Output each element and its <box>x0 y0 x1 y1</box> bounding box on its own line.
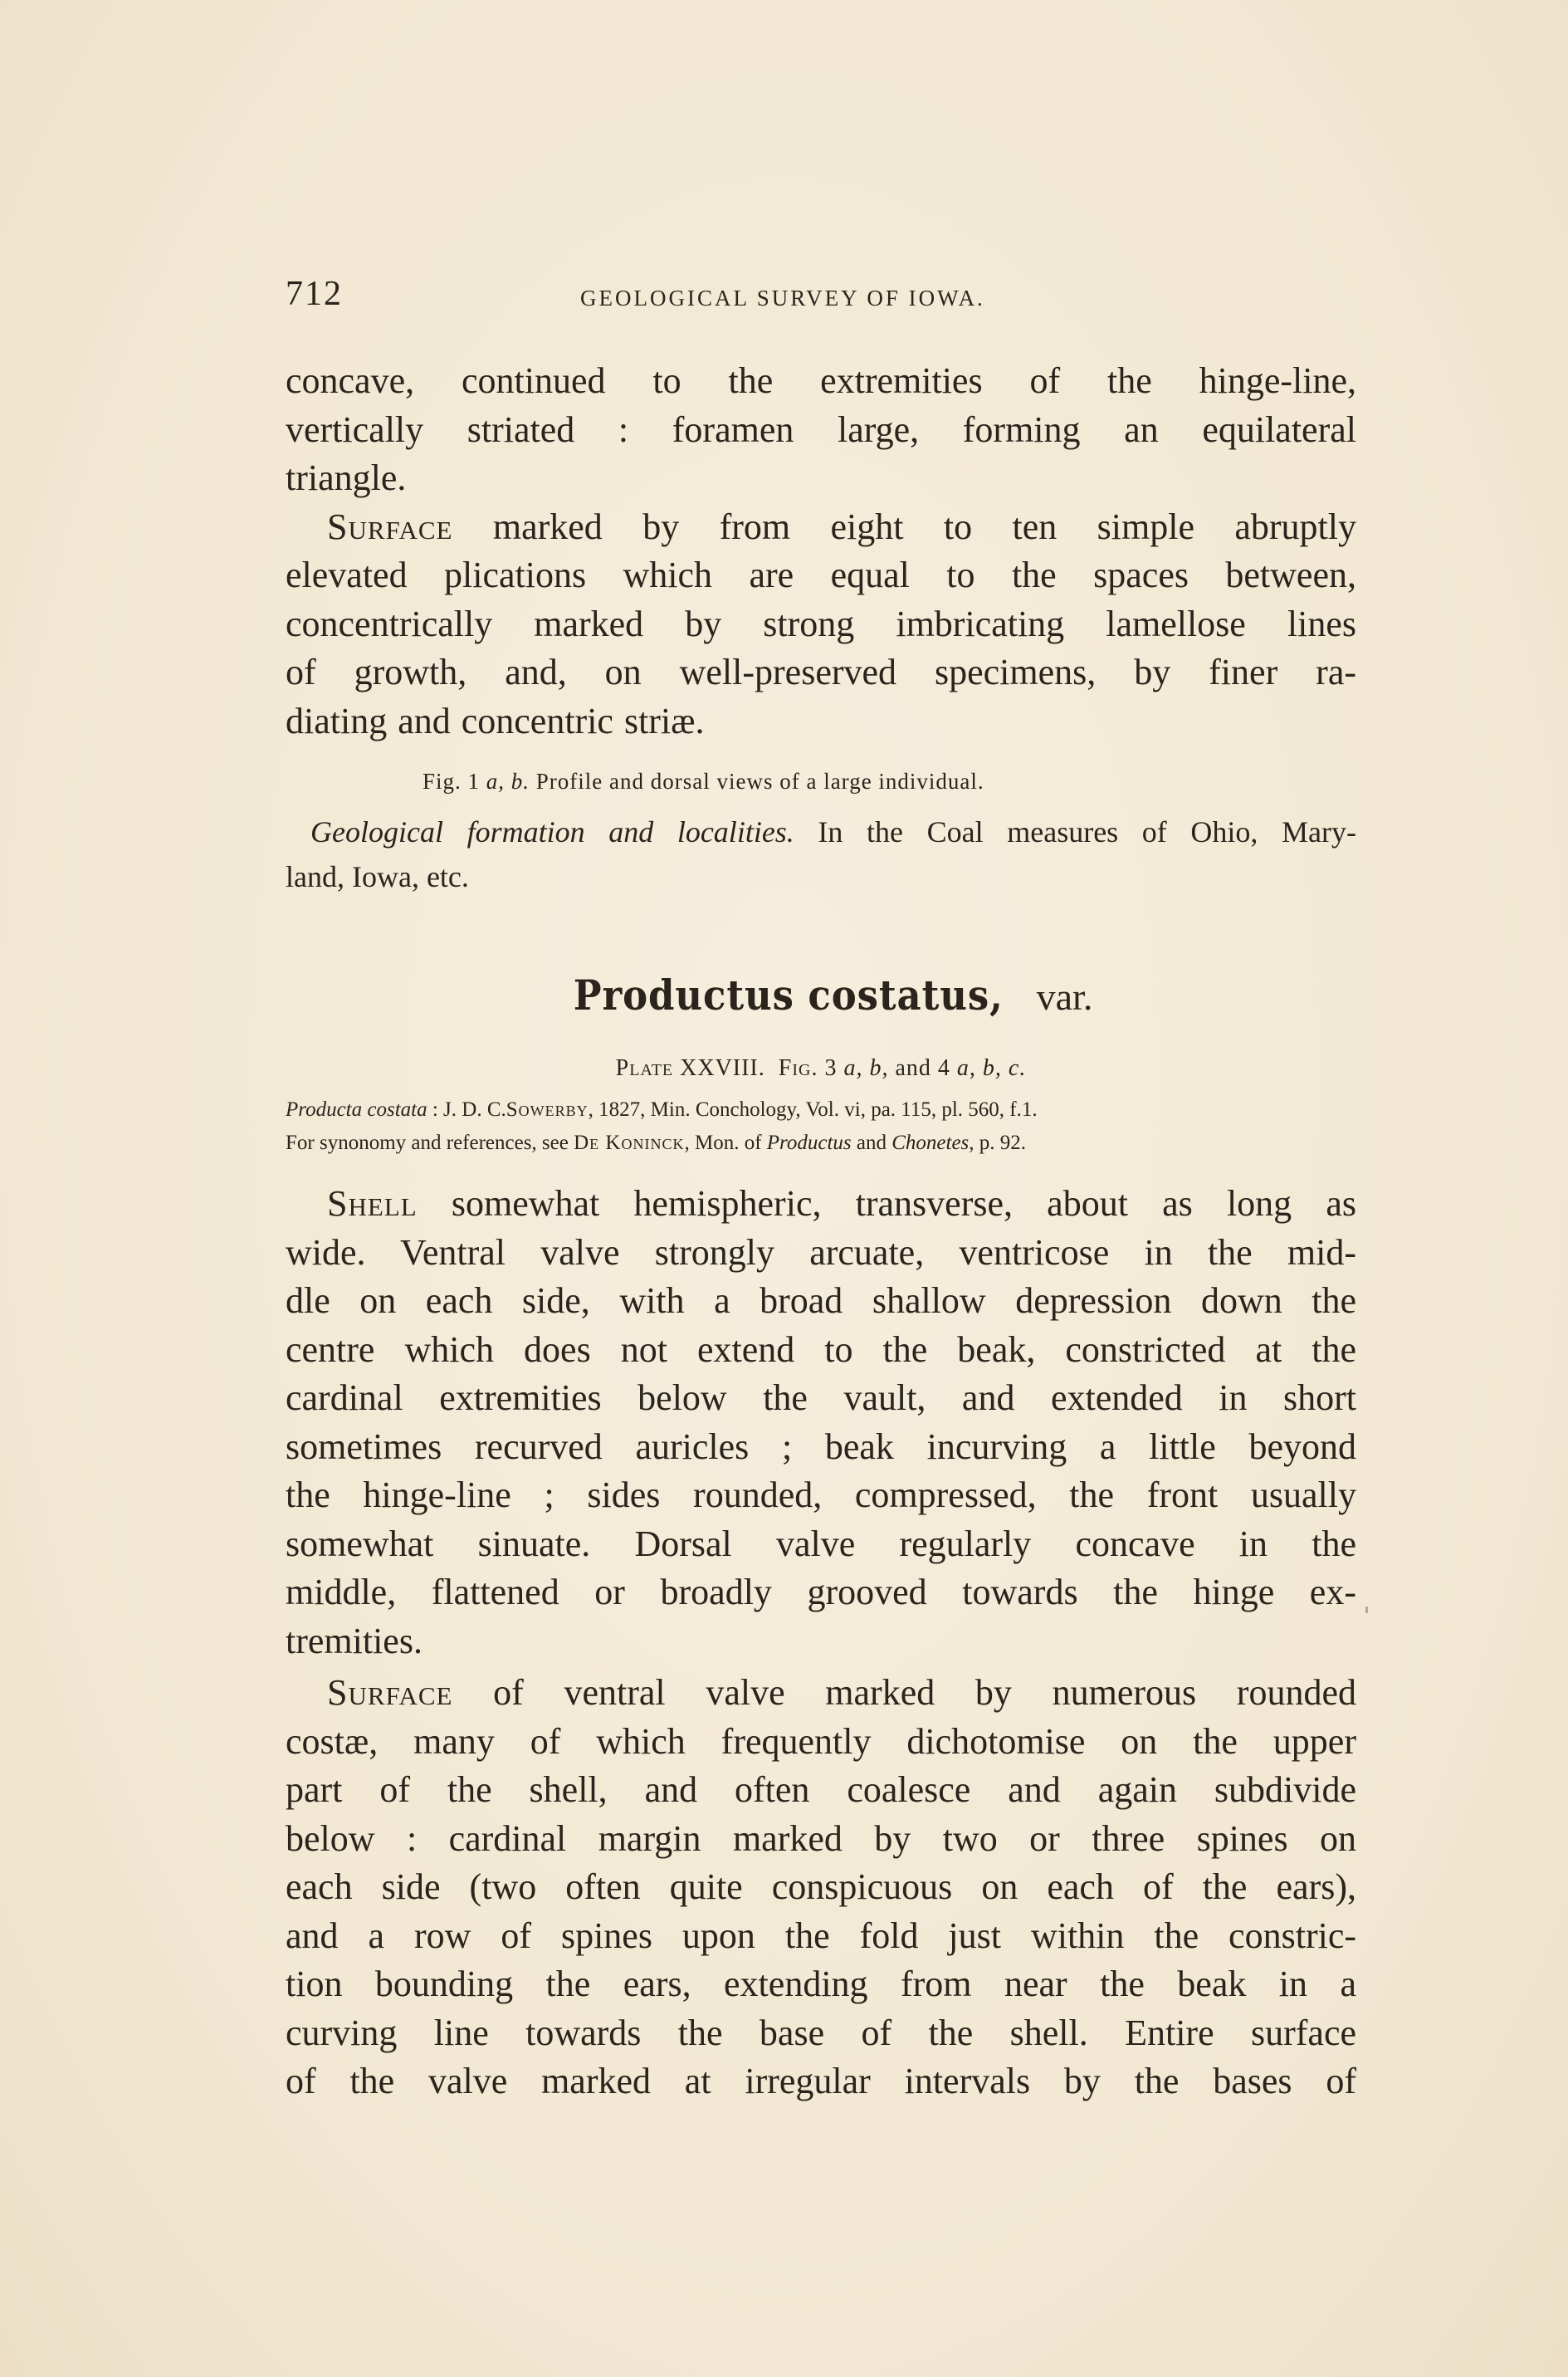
text-line: of growth, and, on well-preserved specimens, by finer ra- <box>286 652 1356 692</box>
book-page <box>286 274 1356 2106</box>
surface-paragraph <box>286 1669 1356 2106</box>
paragraph-lead: Surface <box>327 1672 453 1713</box>
species-var: var. <box>1027 976 1093 1018</box>
paragraph-lead: Shell <box>327 1183 418 1224</box>
text-line: vertically striated : foramen large, forming an equilateral <box>286 408 1356 450</box>
synonymy-references <box>286 1093 1356 1160</box>
text-line: sometimes recurved auricles ; beak incurving a little beyond <box>286 1426 1356 1467</box>
plate-reference: Plate XXVIII. Fig. 3 a, b, and 4 a, b, c. <box>615 1055 1027 1081</box>
shell-paragraph <box>286 1180 1356 1665</box>
text-line: cardinal extremities below the vault, and extended in short <box>286 1377 1356 1418</box>
running-head <box>286 274 1356 324</box>
opening-paragraph <box>286 357 1356 503</box>
text-line: centre which does not extend to the beak, constricted at the <box>286 1328 1356 1370</box>
text-line: land, Iowa, etc. <box>286 860 469 893</box>
text-line: and a row of spines upon the fold just within the constric- <box>286 1915 1356 1956</box>
species-heading <box>286 971 1356 1022</box>
running-title: GEOLOGICAL SURVEY OF IOWA. <box>580 286 985 311</box>
page-number: 712 <box>286 275 343 313</box>
formation-paragraph <box>286 809 1356 899</box>
text-line: part of the shell, and often coalesce and again subdivide <box>286 1769 1356 1810</box>
formation-label: Geological formation and localities. <box>310 815 794 849</box>
text-line: concave, continued to the extremities of the hinge-line, <box>286 360 1356 401</box>
text-line: dle on each side, with a broad shallow depression down the <box>286 1280 1356 1321</box>
text-line: tremities. <box>286 1620 423 1661</box>
text-line: curving line towards the base of the shell. Entire surface <box>286 2012 1356 2053</box>
text-line: the hinge-line ; sides rounded, compressed, the front usually <box>286 1475 1356 1515</box>
reference-line: For synonomy and references, see De Koninck, Mon. of Productus and Chonetes, p. 92. <box>286 1132 1027 1154</box>
text-line: Surface of ventral valve marked by numerous rounded <box>327 1672 1356 1713</box>
text-line: somewhat sinuate. Dorsal valve regularly concave in the <box>286 1523 1356 1564</box>
paragraph-lead: Surface <box>327 506 453 547</box>
species-name: Productus costatus, <box>573 971 1004 1020</box>
reference-line: Producta costata : J. D. C.Sowerby, 1827, Min. Conchology, Vol. vi, pa. 115, pl. 560, f.1. <box>286 1098 1038 1121</box>
surface-paragraph <box>286 503 1356 746</box>
text-line: Shell somewhat hemispheric, transverse, about as long as <box>327 1183 1356 1224</box>
text-line: concentrically marked by strong imbricating lamellose lines <box>286 603 1356 644</box>
text-line: below : cardinal margin marked by two or three spines on <box>286 1817 1356 1859</box>
text-line: tion bounding the ears, extending from near the beak in a <box>286 1964 1356 2004</box>
text-line: triangle. <box>286 457 407 498</box>
text-line: Geological formation and localities. In the Coal measures of Ohio, Mary- <box>310 815 1357 849</box>
text-line: middle, flattened or broadly grooved towards the hinge ex- <box>286 1572 1356 1612</box>
text-line: costæ, many of which frequently dichotomise on the upper <box>286 1720 1356 1762</box>
text-line: of the valve marked at irregular intervals by the bases of <box>286 2061 1356 2101</box>
text-line: wide. Ventral valve strongly arcuate, ventricose in the mid- <box>286 1231 1356 1273</box>
text-line: Surface marked by from eight to ten simple abruptly <box>327 506 1356 547</box>
margin-mark <box>1365 1607 1368 1613</box>
figure-caption: Fig. 1 a, b. Profile and dorsal views of a large individual. <box>423 769 984 794</box>
text-line: elevated plications which are equal to the spaces between, <box>286 555 1356 595</box>
text-line: each side (two often quite conspicuous on each of the ears), <box>286 1866 1356 1907</box>
text-line: diating and concentric striæ. <box>286 700 705 741</box>
